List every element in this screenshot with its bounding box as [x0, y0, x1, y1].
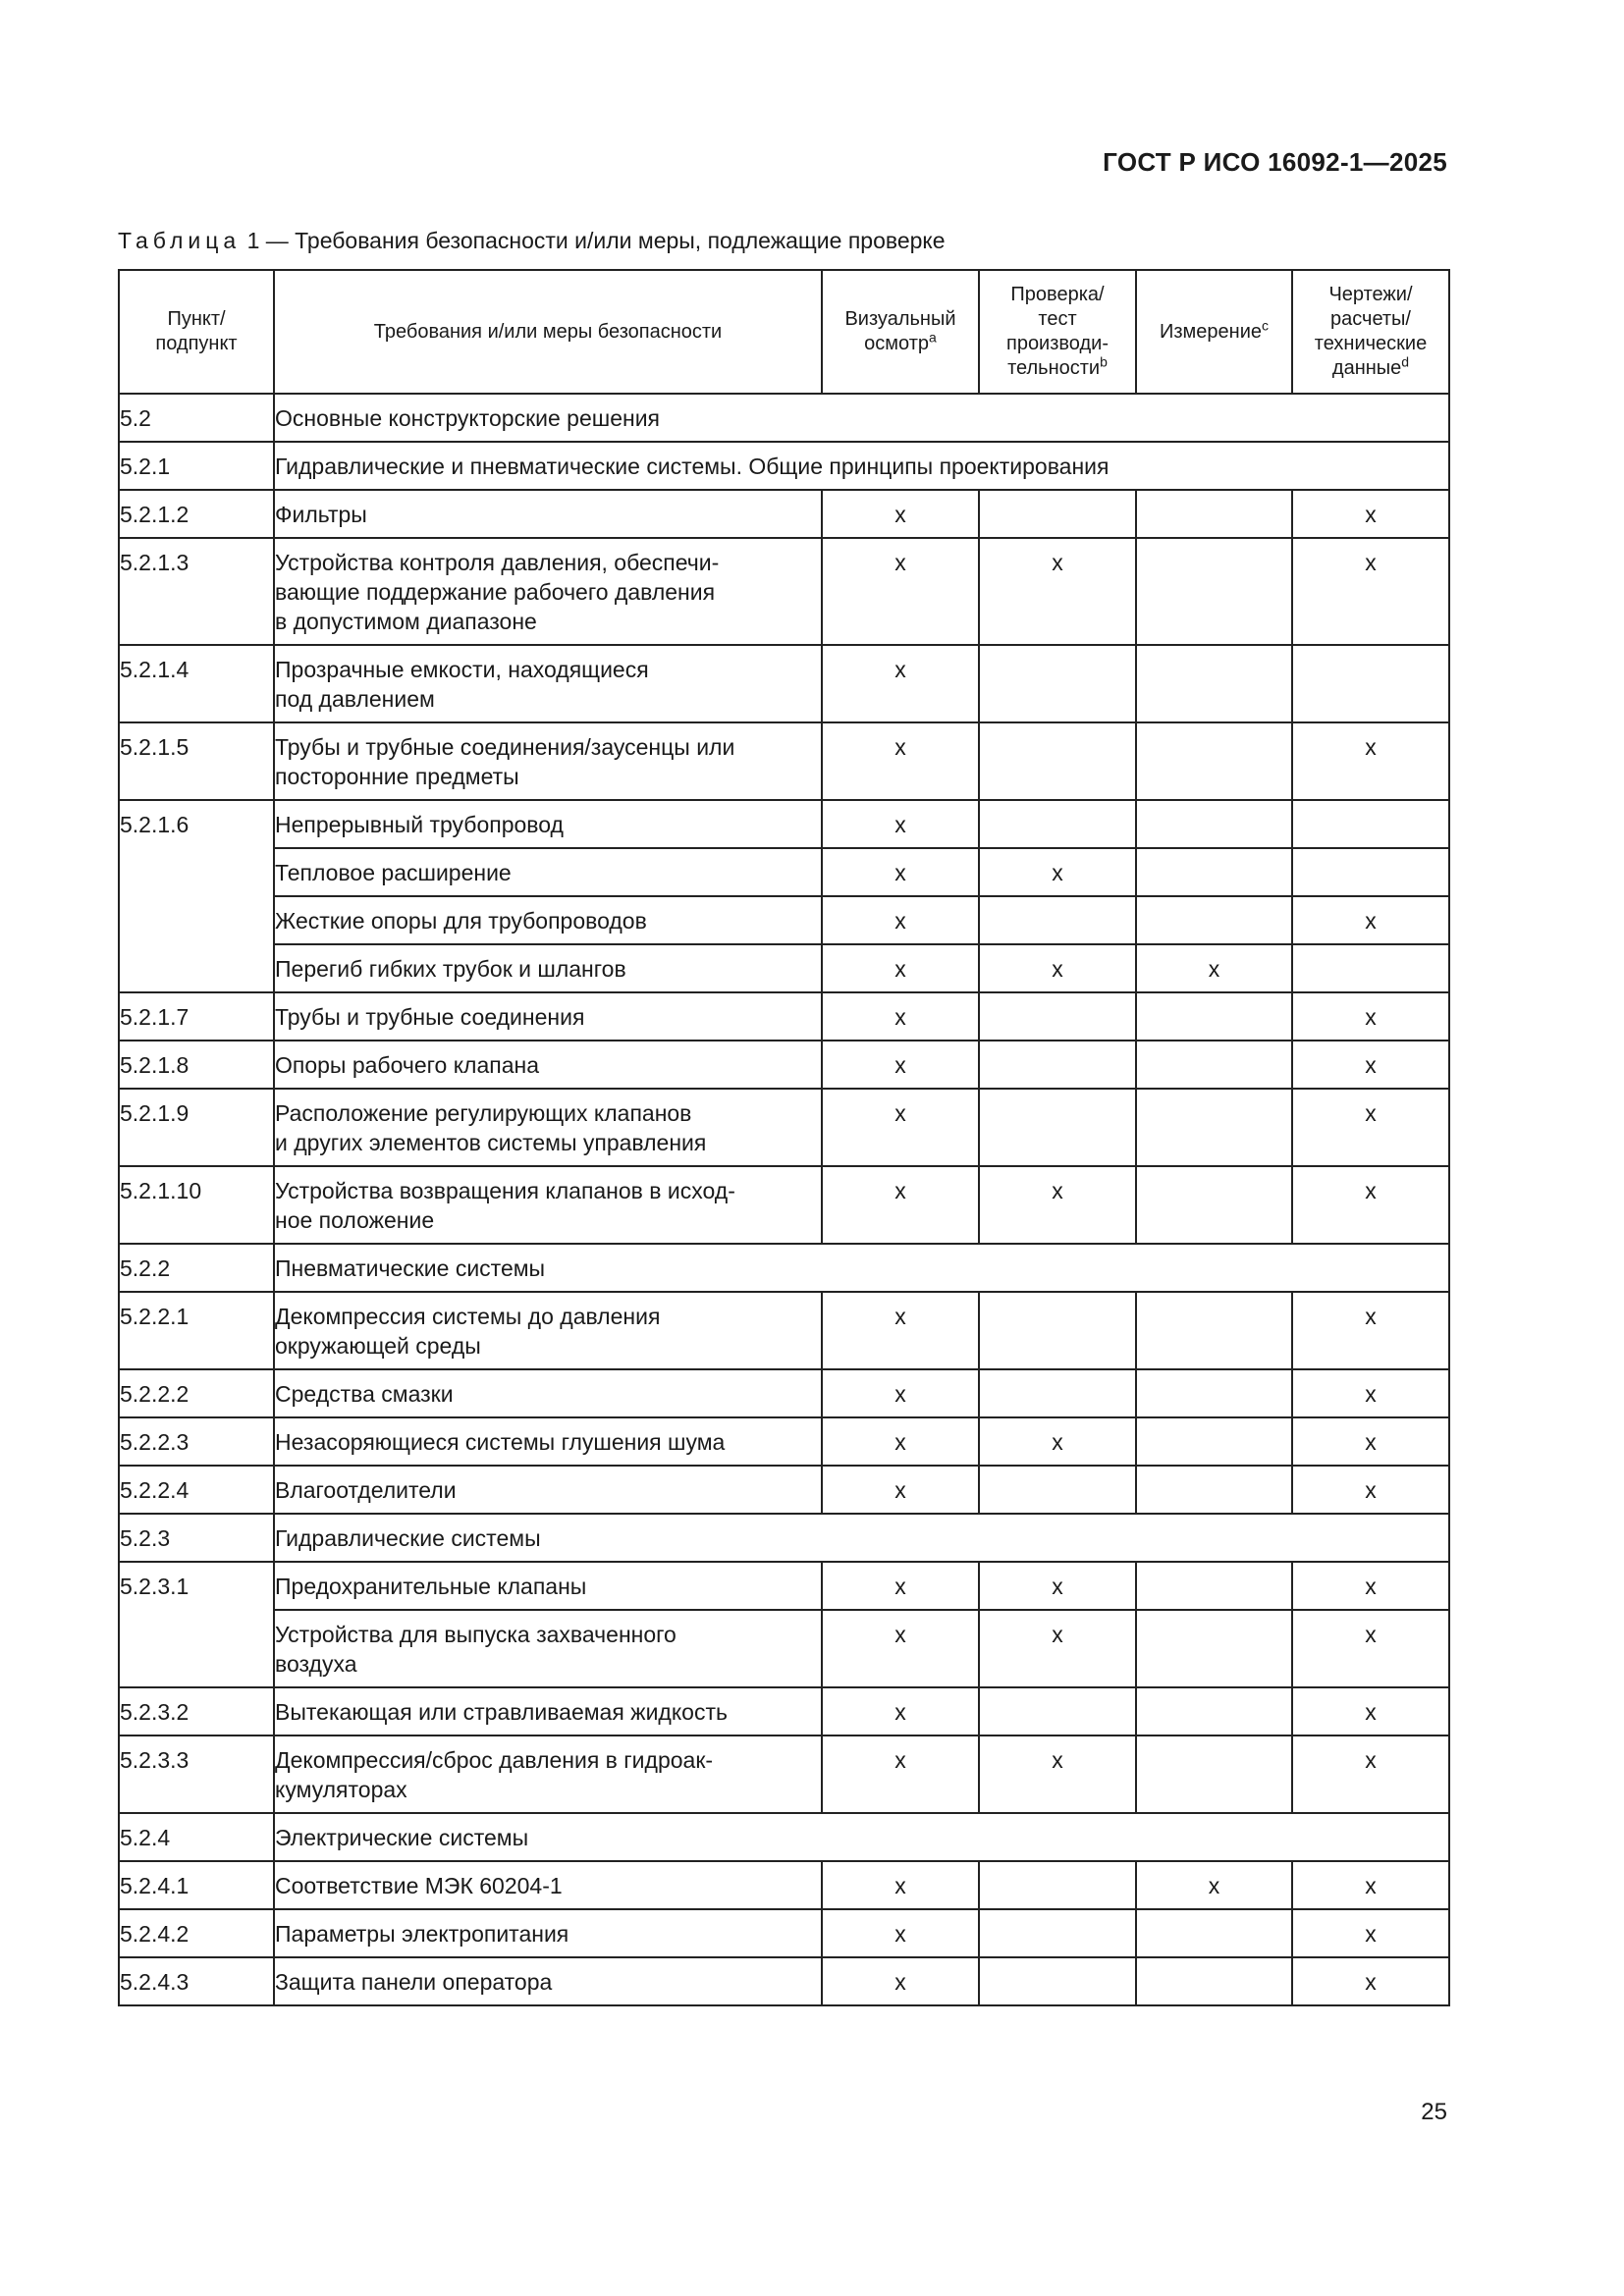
table-section-row [119, 442, 1449, 490]
table-caption [118, 228, 946, 254]
drawings-mark-cell: x [1292, 1369, 1449, 1417]
requirement-text-line: Электрические системы [275, 1825, 529, 1850]
requirement-cell [274, 1466, 822, 1514]
visual-inspection-mark-cell: x [822, 1861, 979, 1909]
measurement-mark-cell [1136, 538, 1292, 645]
requirement-cell [274, 1610, 822, 1687]
requirement-text-line: кумуляторах [275, 1777, 407, 1802]
footnote-marker: a [929, 329, 937, 346]
section-title-cell [274, 394, 1449, 442]
requirement-text-line: ное положение [275, 1207, 435, 1233]
requirement-cell [274, 896, 822, 944]
requirement-cell [274, 1369, 822, 1417]
visual-inspection-mark-cell: x [822, 1909, 979, 1957]
header-visual-line: Визуальный [844, 308, 956, 330]
visual-inspection-mark-cell: x [822, 992, 979, 1041]
requirement-text-line: Тепловое расширение [275, 860, 512, 885]
requirement-text-line: Влагоотделители [275, 1477, 457, 1503]
table-row [119, 645, 1449, 722]
header-clause [119, 270, 274, 394]
requirement-text-line: Трубы и трубные соединения [275, 1004, 585, 1030]
header-measurement [1136, 270, 1292, 394]
section-title-cell [274, 1514, 1449, 1562]
table-header-row [119, 270, 1449, 394]
measurement-mark-cell [1136, 1610, 1292, 1687]
table-row [119, 1166, 1449, 1244]
table-row [119, 538, 1449, 645]
visual-inspection-mark-cell: x [822, 490, 979, 538]
clause-number-cell: 5.2.3.2 [119, 1687, 274, 1735]
clause-number-cell: 5.2.4.1 [119, 1861, 274, 1909]
clause-number-cell: 5.2.1.7 [119, 992, 274, 1041]
table-caption-title: 1 — Требования безопасности и/или меры, подлежащие проверке [241, 228, 946, 253]
performance-test-mark-cell: x [979, 1417, 1136, 1466]
visual-inspection-mark-cell: x [822, 1735, 979, 1813]
table-row [119, 800, 1449, 848]
requirement-text-line: Гидравлические и пневматические системы. Общие принципы проектирования [275, 454, 1110, 479]
performance-test-mark-cell [979, 1957, 1136, 2005]
drawings-mark-cell: x [1292, 1735, 1449, 1813]
header-performance-line-4: тельности$^b$ [1007, 353, 1108, 379]
drawings-mark-cell: x [1292, 1417, 1449, 1466]
requirement-cell [274, 645, 822, 722]
table-row [119, 1562, 1449, 1610]
performance-test-mark-cell [979, 490, 1136, 538]
section-title-cell [274, 1813, 1449, 1861]
measurement-mark-cell [1136, 1562, 1292, 1610]
requirement-cell [274, 1909, 822, 1957]
header-requirement-line: Требования и/или меры безопасности [373, 320, 723, 343]
visual-inspection-mark-cell: x [822, 848, 979, 896]
clause-number-cell: 5.2.4.3 [119, 1957, 274, 2005]
performance-test-mark-cell [979, 896, 1136, 944]
drawings-mark-cell: x [1292, 992, 1449, 1041]
requirement-text-line: и других элементов системы управления [275, 1130, 707, 1155]
footnote-marker: c [1262, 316, 1269, 333]
requirement-text-line: Параметры электропитания [275, 1921, 569, 1947]
drawings-mark-cell: x [1292, 1089, 1449, 1166]
drawings-mark-cell: x [1292, 1909, 1449, 1957]
requirement-cell [274, 1166, 822, 1244]
footnote-marker: d [1401, 353, 1410, 370]
table-row [119, 896, 1449, 944]
requirement-text-line: Устройства для выпуска захваченного [275, 1622, 677, 1647]
clause-number-cell: 5.2.1.2 [119, 490, 274, 538]
performance-test-mark-cell: x [979, 1610, 1136, 1687]
visual-inspection-mark-cell: x [822, 1041, 979, 1089]
visual-inspection-mark-cell: x [822, 896, 979, 944]
measurement-mark-cell [1136, 992, 1292, 1041]
visual-inspection-mark-cell: x [822, 645, 979, 722]
visual-inspection-mark-cell: x [822, 1166, 979, 1244]
performance-test-mark-cell [979, 1687, 1136, 1735]
visual-inspection-mark-cell: x [822, 1292, 979, 1369]
drawings-mark-cell [1292, 848, 1449, 896]
section-title-cell [274, 442, 1449, 490]
drawings-mark-cell: x [1292, 1957, 1449, 2005]
requirement-text-line: Защита панели оператора [275, 1969, 553, 1995]
drawings-mark-cell: x [1292, 1861, 1449, 1909]
header-drawings-line-4: данные$^d$ [1331, 353, 1410, 379]
table-row [119, 1292, 1449, 1369]
visual-inspection-mark-cell: x [822, 800, 979, 848]
requirement-cell [274, 1089, 822, 1166]
performance-test-mark-cell: x [979, 1562, 1136, 1610]
measurement-mark-cell [1136, 1369, 1292, 1417]
visual-inspection-mark-cell: x [822, 1466, 979, 1514]
table-row [119, 1957, 1449, 2005]
requirement-cell [274, 1735, 822, 1813]
drawings-mark-cell: x [1292, 490, 1449, 538]
requirement-text-line: Незасоряющиеся системы глушения шума [275, 1429, 726, 1455]
document-standard-header: ГОСТ Р ИСО 16092-1—2025 [1103, 147, 1447, 177]
measurement-mark-cell [1136, 1466, 1292, 1514]
requirement-text-line: под давлением [275, 686, 435, 712]
table-body [119, 394, 1449, 2005]
header-clause-line: подпункт [155, 333, 238, 354]
requirement-text-line: Непрерывный трубопровод [275, 812, 564, 837]
visual-inspection-mark-cell: x [822, 1369, 979, 1417]
section-title-cell [274, 1244, 1449, 1292]
performance-test-mark-cell: x [979, 848, 1136, 896]
performance-test-mark-cell [979, 1292, 1136, 1369]
measurement-mark-cell [1136, 848, 1292, 896]
table-row [119, 490, 1449, 538]
requirement-text-line: Расположение регулирующих клапанов [275, 1100, 692, 1126]
performance-test-mark-cell [979, 1369, 1136, 1417]
table-section-row [119, 1813, 1449, 1861]
table-row [119, 1041, 1449, 1089]
requirement-cell [274, 1041, 822, 1089]
visual-inspection-mark-cell: x [822, 944, 979, 992]
clause-number-cell: 5.2.1.3 [119, 538, 274, 645]
requirement-cell [274, 1861, 822, 1909]
clause-number-cell: 5.2.1 [119, 442, 274, 490]
requirement-text-line: Гидравлические системы [275, 1525, 541, 1551]
header-measurement-line: Измерение$^c$ [1159, 316, 1269, 343]
header-requirement [274, 270, 822, 394]
visual-inspection-mark-cell: x [822, 1687, 979, 1735]
measurement-mark-cell [1136, 490, 1292, 538]
clause-number-cell: 5.2.2 [119, 1244, 274, 1292]
requirement-text-line: Устройства контроля давления, обеспечи- [275, 550, 720, 575]
clause-number-cell: 5.2.1.6 [119, 800, 274, 992]
table-row [119, 1089, 1449, 1166]
page-number: 25 [1421, 2099, 1447, 2125]
clause-number-cell: 5.2.2.2 [119, 1369, 274, 1417]
header-drawings-line: Чертежи/ [1328, 284, 1413, 305]
table-caption-prefix: Таблица [118, 228, 242, 253]
requirement-text-line: Соответствие МЭК 60204-1 [275, 1873, 563, 1898]
clause-number-cell: 5.2 [119, 394, 274, 442]
requirement-cell [274, 1687, 822, 1735]
performance-test-mark-cell: x [979, 538, 1136, 645]
clause-number-cell: 5.2.2.4 [119, 1466, 274, 1514]
measurement-mark-cell [1136, 800, 1292, 848]
requirement-cell [274, 490, 822, 538]
table-row [119, 1909, 1449, 1957]
drawings-mark-cell: x [1292, 1687, 1449, 1735]
requirement-text-line: воздуха [275, 1651, 357, 1677]
clause-number-cell: 5.2.1.4 [119, 645, 274, 722]
table-row [119, 1417, 1449, 1466]
clause-number-cell: 5.2.3.3 [119, 1735, 274, 1813]
clause-number-cell: 5.2.4.2 [119, 1909, 274, 1957]
header-clause-line: Пункт/ [167, 308, 226, 330]
requirement-text-line: Прозрачные емкости, находящиеся [275, 657, 649, 682]
requirements-table [118, 269, 1450, 2006]
header-performance-test [979, 270, 1136, 394]
table-row [119, 1610, 1449, 1687]
measurement-mark-cell: x [1136, 944, 1292, 992]
requirement-cell [274, 1292, 822, 1369]
requirement-text-line: Жесткие опоры для трубопроводов [275, 908, 647, 934]
drawings-mark-cell [1292, 800, 1449, 848]
measurement-mark-cell [1136, 1166, 1292, 1244]
requirement-text-line: Перегиб гибких трубок и шлангов [275, 956, 626, 982]
measurement-mark-cell [1136, 1041, 1292, 1089]
visual-inspection-mark-cell: x [822, 1957, 979, 2005]
table-row [119, 1735, 1449, 1813]
drawings-mark-cell: x [1292, 722, 1449, 800]
requirement-cell [274, 944, 822, 992]
performance-test-mark-cell: x [979, 1166, 1136, 1244]
drawings-mark-cell: x [1292, 896, 1449, 944]
visual-inspection-mark-cell: x [822, 1417, 979, 1466]
requirement-cell [274, 1957, 822, 2005]
requirement-text-line: Пневматические системы [275, 1255, 546, 1281]
requirement-text-line: Опоры рабочего клапана [275, 1052, 540, 1078]
measurement-mark-cell [1136, 1909, 1292, 1957]
table-row [119, 1861, 1449, 1909]
visual-inspection-mark-cell: x [822, 538, 979, 645]
performance-test-mark-cell: x [979, 1735, 1136, 1813]
table-section-row [119, 1514, 1449, 1562]
visual-inspection-mark-cell: x [822, 1610, 979, 1687]
table-row [119, 848, 1449, 896]
drawings-mark-cell [1292, 944, 1449, 992]
measurement-mark-cell: x [1136, 1861, 1292, 1909]
header-performance-line: Проверка/ [1010, 284, 1105, 305]
drawings-mark-cell: x [1292, 1166, 1449, 1244]
clause-number-cell: 5.2.1.8 [119, 1041, 274, 1089]
header-visual-inspection [822, 270, 979, 394]
measurement-mark-cell [1136, 1957, 1292, 2005]
clause-number-cell: 5.2.3 [119, 1514, 274, 1562]
drawings-mark-cell: x [1292, 1041, 1449, 1089]
drawings-mark-cell: x [1292, 1466, 1449, 1514]
performance-test-mark-cell: x [979, 944, 1136, 992]
performance-test-mark-cell [979, 1466, 1136, 1514]
requirement-cell [274, 1417, 822, 1466]
table-row [119, 1466, 1449, 1514]
table-section-row [119, 1244, 1449, 1292]
header-performance-line: тест [1038, 308, 1077, 330]
footnote-marker: b [1100, 353, 1108, 370]
requirement-cell [274, 800, 822, 848]
visual-inspection-mark-cell: x [822, 1089, 979, 1166]
table-row [119, 1687, 1449, 1735]
table-section-row [119, 394, 1449, 442]
performance-test-mark-cell [979, 1041, 1136, 1089]
measurement-mark-cell [1136, 896, 1292, 944]
requirement-text-line: вающие поддержание рабочего давления [275, 579, 716, 605]
measurement-mark-cell [1136, 1735, 1292, 1813]
drawings-mark-cell: x [1292, 538, 1449, 645]
measurement-mark-cell [1136, 645, 1292, 722]
header-drawings-line: технические [1314, 333, 1428, 354]
header-drawings-line: расчеты/ [1330, 308, 1411, 330]
measurement-mark-cell [1136, 1417, 1292, 1466]
requirement-text-line: посторонние предметы [275, 764, 519, 789]
requirement-text-line: Предохранительные клапаны [275, 1574, 587, 1599]
header-drawings [1292, 270, 1449, 394]
performance-test-mark-cell [979, 645, 1136, 722]
requirement-text-line: Средства смазки [275, 1381, 454, 1407]
requirement-cell [274, 848, 822, 896]
requirement-cell [274, 1562, 822, 1610]
visual-inspection-mark-cell: x [822, 1562, 979, 1610]
clause-number-cell: 5.2.1.5 [119, 722, 274, 800]
clause-number-cell: 5.2.4 [119, 1813, 274, 1861]
requirement-cell [274, 722, 822, 800]
table-row [119, 944, 1449, 992]
requirement-cell [274, 992, 822, 1041]
measurement-mark-cell [1136, 1687, 1292, 1735]
requirement-text-line: Устройства возвращения клапанов в исход- [275, 1178, 735, 1203]
clause-number-cell: 5.2.1.10 [119, 1166, 274, 1244]
drawings-mark-cell: x [1292, 1562, 1449, 1610]
drawings-mark-cell [1292, 645, 1449, 722]
clause-number-cell: 5.2.1.9 [119, 1089, 274, 1166]
requirement-text-line: Фильтры [275, 502, 367, 527]
requirement-text-line: Трубы и трубные соединения/заусенцы или [275, 734, 735, 760]
performance-test-mark-cell [979, 1089, 1136, 1166]
table-row [119, 992, 1449, 1041]
requirement-text-line: Основные конструкторские решения [275, 405, 660, 431]
drawings-mark-cell: x [1292, 1610, 1449, 1687]
header-performance-line: производи- [1005, 333, 1109, 354]
performance-test-mark-cell [979, 800, 1136, 848]
table-row [119, 1369, 1449, 1417]
requirement-cell [274, 538, 822, 645]
clause-number-cell: 5.2.3.1 [119, 1562, 274, 1687]
header-visual-line-2: осмотр$^a$ [864, 329, 937, 354]
measurement-mark-cell [1136, 1292, 1292, 1369]
requirement-text-line: Вытекающая или стравливаемая жидкость [275, 1699, 728, 1725]
measurement-mark-cell [1136, 1089, 1292, 1166]
clause-number-cell: 5.2.2.1 [119, 1292, 274, 1369]
requirement-text-line: окружающей среды [275, 1333, 481, 1359]
requirement-text-line: Декомпрессия системы до давления [275, 1304, 661, 1329]
drawings-mark-cell: x [1292, 1292, 1449, 1369]
table-row [119, 722, 1449, 800]
performance-test-mark-cell [979, 992, 1136, 1041]
measurement-mark-cell [1136, 722, 1292, 800]
visual-inspection-mark-cell: x [822, 722, 979, 800]
performance-test-mark-cell [979, 1909, 1136, 1957]
clause-number-cell: 5.2.2.3 [119, 1417, 274, 1466]
requirement-text-line: в допустимом диапазоне [275, 609, 537, 634]
performance-test-mark-cell [979, 722, 1136, 800]
requirement-text-line: Декомпрессия/сброс давления в гидроак- [275, 1747, 714, 1773]
performance-test-mark-cell [979, 1861, 1136, 1909]
